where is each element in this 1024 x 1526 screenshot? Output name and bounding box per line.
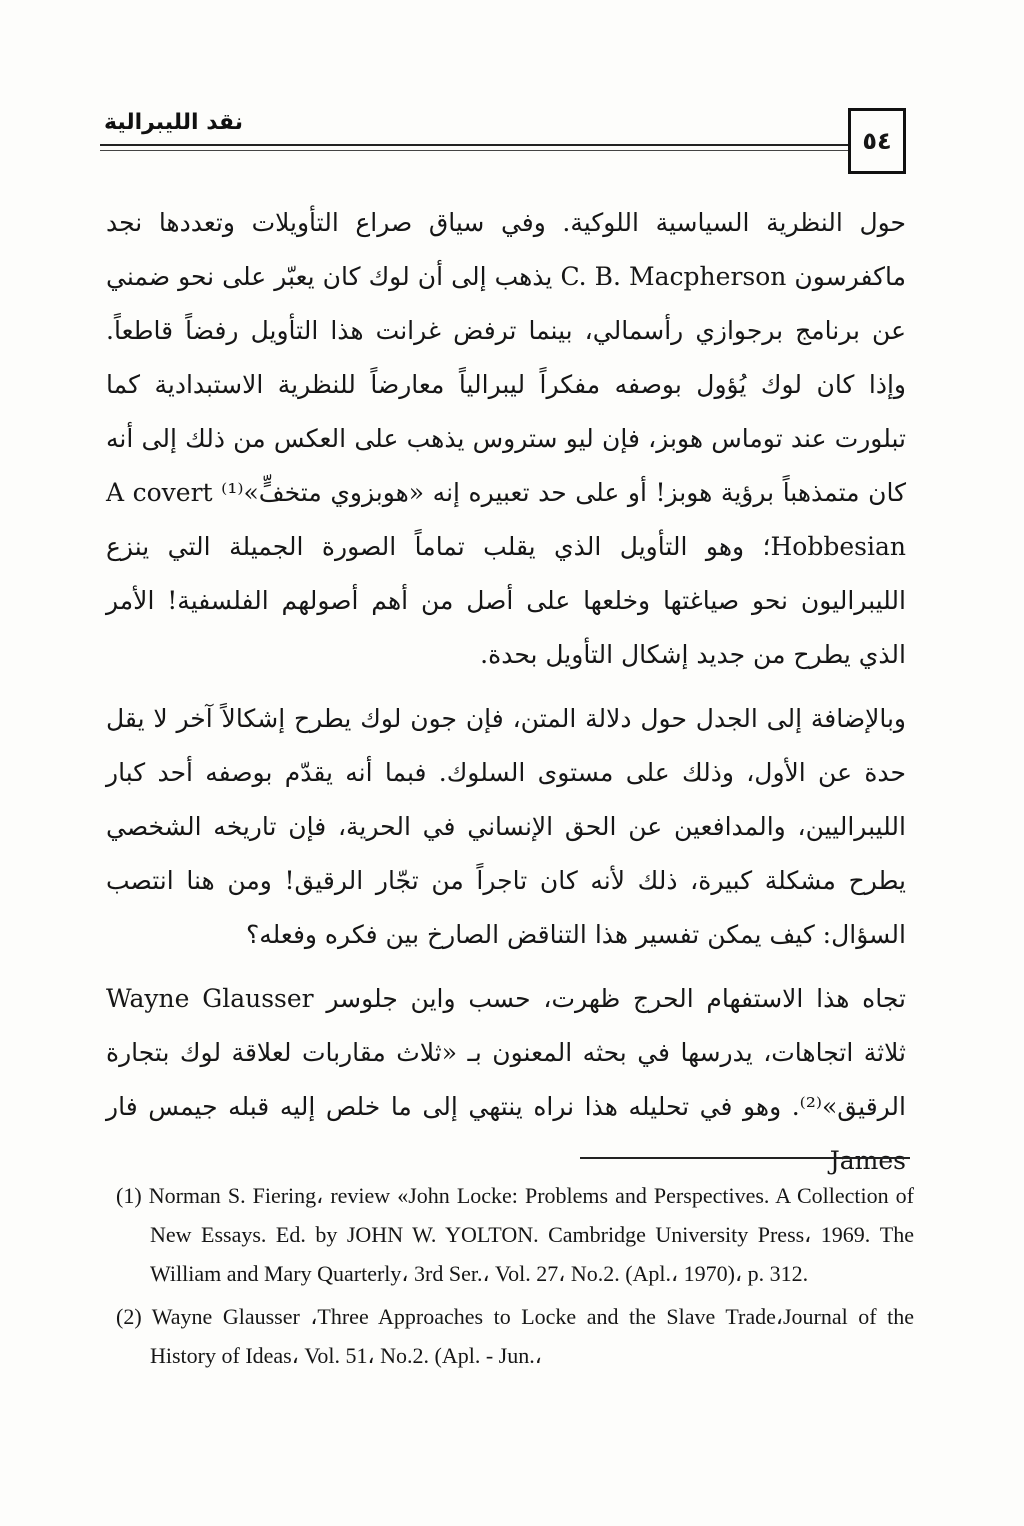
header-rule <box>100 144 850 146</box>
footnote-separator <box>580 1157 910 1159</box>
footnotes <box>116 1176 914 1379</box>
paragraph-1: حول النظرية السياسية اللوكية. وفي سياق صراع التأويلات وتعددها نجد ماكفرسون C. B. Macpherson يذهب إلى أن لوك كان يعبّر على نحو ضمني عن برنامج برجوازي رأسمالي، بينما ترفض غرانت هذا التأويل رفضاً قاطعاً. وإذا كان لوك يُؤول بوصفه مفكراً ليبرالياً معارضاً للنظرية الاستبدادية كما تبلورت عند توماس هوبز، فإن ليو ستروس يذهب على العكس من ذلك إلى أنه كان متمذهباً برؤية هوبز! أو على حد تعبيره إنه «هوبزوي متخفٍّ»⁽¹⁾ A covert Hobbesian؛ وهو التأويل الذي يقلب تماماً الصورة الجميلة التي ينزع الليبراليون نحو صياغتها وخلعها على أصل من أهم أصولهم الفلسفية! الأمر الذي يطرح من جديد إشكال التأويل بحدة. <box>106 208 907 669</box>
page-header <box>100 108 910 180</box>
footnote-1: (1) Norman S. Fiering، review «John Locke: Problems and Perspectives. A Collection of New Essays. Ed. by JOHN W. YOLTON. Cambridge University Press، 1969. The William and Mary Quarterly، 3rd Ser.، Vol. 27، No.2. (Apl.، 1970)، p. 312. <box>116 1183 914 1286</box>
body-text <box>106 196 906 1188</box>
running-title: نقد الليبرالية <box>104 110 244 135</box>
footnote-2: (2) Wayne Glausser ،Three Approaches to Locke and the Slave Trade،Journal of the History of Ideas، Vol. 51، No.2. (Apl. - Jun.، <box>116 1304 914 1368</box>
paragraph-3: تجاه هذا الاستفهام الحرج ظهرت، حسب واين جلوسر Wayne Glausser ثلاثة اتجاهات، يدرسها في بحثه المعنون بـ «ثلاث مقاربات لعلاقة لوك بتجارة الرقيق»⁽²⁾. وهو في تحليله هذا نراه ينتهي إلى ما خلص إليه قبله جيمس فار James <box>106 984 906 1175</box>
page-number: ٥٤ <box>848 108 906 174</box>
header-rule-thin <box>100 150 850 151</box>
paragraph-2: وبالإضافة إلى الجدل حول دلالة المتن، فإن جون لوك يطرح إشكالاً آخر لا يقل حدة عن الأول، وذلك على مستوى السلوك. فبما أنه يقدّم بوصفه أحد كبار الليبراليين، والمدافعين عن الحق الإنساني في الحرية، فإن تاريخه الشخصي يطرح مشكلة كبيرة، ذلك لأنه كان تاجراً من تجّار الرقيق! ومن هنا انتصب السؤال: كيف يمكن تفسير هذا التناقض الصارخ بين فكره وفعله؟ <box>106 704 906 949</box>
